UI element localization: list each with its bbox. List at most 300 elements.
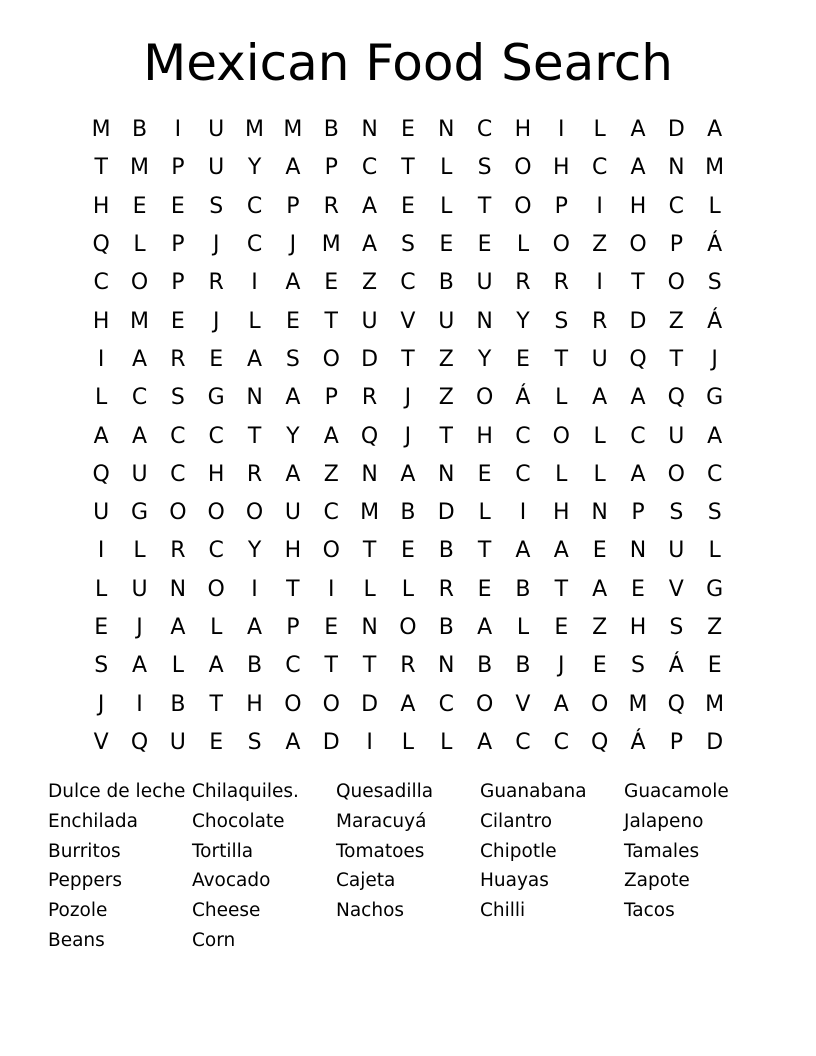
grid-cell[interactable]: A — [592, 385, 608, 411]
grid-cell[interactable]: J — [711, 346, 718, 372]
grid-cell[interactable]: U — [93, 500, 110, 526]
grid-cell[interactable]: P — [171, 155, 185, 181]
grid-cell[interactable]: D — [361, 346, 379, 372]
grid-cell[interactable]: A — [247, 346, 263, 372]
grid-cell[interactable]: S — [209, 193, 224, 219]
grid-cell[interactable]: E — [516, 346, 530, 372]
grid-cell[interactable]: M — [705, 155, 725, 181]
grid-cell[interactable]: H — [629, 615, 647, 640]
grid-cell[interactable]: R — [170, 538, 186, 564]
grid-cell[interactable]: B — [247, 653, 263, 679]
grid-cell[interactable]: L — [555, 385, 568, 411]
grid-cell[interactable]: U — [668, 538, 685, 564]
grid-cell[interactable]: E — [324, 270, 339, 296]
grid-cell[interactable]: I — [251, 270, 258, 296]
grid-cell[interactable]: D — [667, 117, 685, 143]
grid-cell[interactable]: Q — [590, 729, 609, 755]
grid-cell[interactable]: B — [438, 615, 454, 640]
grid-cell[interactable]: U — [476, 270, 493, 296]
grid-cell[interactable]: A — [400, 461, 416, 487]
grid-cell[interactable]: T — [324, 653, 338, 679]
grid-cell[interactable]: O — [552, 423, 570, 449]
grid-cell[interactable]: M — [91, 117, 111, 143]
grid-cell[interactable]: B — [438, 538, 454, 564]
grid-cell[interactable]: L — [593, 117, 606, 143]
grid-cell[interactable]: E — [209, 729, 224, 755]
grid-cell[interactable]: E — [592, 538, 607, 564]
grid-cell[interactable]: H — [246, 691, 263, 717]
grid-cell[interactable]: O — [207, 576, 225, 602]
grid-cell[interactable]: L — [248, 308, 261, 334]
grid-cell[interactable]: G — [130, 500, 149, 526]
grid-cell[interactable]: V — [400, 308, 416, 334]
grid-cell[interactable]: C — [170, 423, 186, 449]
word-list-item: Chipotle — [480, 840, 557, 862]
grid-cell[interactable]: L — [133, 232, 146, 258]
grid-cell[interactable]: Z — [668, 308, 684, 334]
grid-cell[interactable]: Z — [323, 461, 339, 487]
grid-cell[interactable]: C — [553, 729, 569, 755]
grid-cell[interactable]: N — [361, 117, 378, 143]
grid-cell[interactable]: H — [92, 308, 110, 334]
grid-cell[interactable]: O — [552, 232, 570, 258]
grid-cell[interactable]: L — [440, 155, 453, 181]
grid-cell[interactable]: P — [324, 155, 338, 181]
grid-cell[interactable]: Z — [438, 346, 454, 372]
grid-cell[interactable]: P — [669, 232, 683, 258]
grid-cell[interactable]: Y — [516, 308, 530, 334]
grid-cell[interactable]: Q — [360, 423, 379, 449]
grid-cell[interactable]: U — [131, 461, 148, 487]
grid-cell[interactable]: Q — [92, 232, 110, 258]
grid-cell[interactable]: C — [246, 232, 263, 258]
grid-cell[interactable]: Z — [592, 232, 608, 258]
grid-cell[interactable]: J — [558, 653, 565, 679]
grid-cell[interactable]: D — [629, 308, 647, 334]
grid-cell[interactable]: E — [477, 461, 492, 487]
grid-cell[interactable]: J — [136, 615, 143, 640]
grid-cell[interactable]: S — [247, 729, 262, 755]
grid-cell[interactable]: H — [284, 538, 302, 564]
grid-cell[interactable]: A — [592, 576, 608, 602]
grid-cell[interactable]: N — [361, 461, 378, 487]
grid-cell[interactable]: O — [245, 500, 264, 526]
puzzle-title: Mexican Food Search — [143, 34, 673, 92]
grid-cell[interactable]: Z — [438, 385, 454, 411]
grid-cell[interactable]: T — [247, 423, 262, 449]
grid-cell[interactable]: O — [475, 691, 494, 717]
grid-cell[interactable]: A — [285, 270, 301, 296]
grid-cell[interactable]: A — [131, 653, 148, 679]
grid-cell[interactable]: S — [94, 653, 109, 679]
grid-cell[interactable]: V — [93, 729, 109, 755]
grid-cell[interactable]: T — [362, 538, 377, 564]
grid-cell[interactable]: M — [283, 117, 303, 143]
grid-cell[interactable]: A — [285, 155, 301, 181]
grid-cell[interactable]: O — [590, 691, 609, 717]
grid-cell[interactable]: T — [324, 308, 338, 334]
grid-cell[interactable]: C — [361, 155, 378, 181]
grid-cell[interactable]: E — [439, 232, 454, 258]
grid-cell[interactable]: N — [361, 615, 378, 640]
grid-cell[interactable]: J — [212, 232, 220, 258]
grid-cell[interactable]: S — [400, 232, 415, 258]
grid-cell[interactable]: A — [323, 423, 339, 449]
grid-cell[interactable]: Q — [130, 729, 149, 755]
grid-cell[interactable]: C — [323, 500, 339, 526]
grid-cell[interactable]: T — [554, 576, 569, 602]
grid-cell[interactable]: O — [667, 270, 685, 296]
grid-cell[interactable]: R — [208, 270, 224, 296]
grid-cell[interactable]: L — [401, 576, 415, 602]
grid-cell[interactable]: P — [171, 232, 185, 258]
grid-cell[interactable]: A — [707, 117, 723, 143]
grid-cell[interactable]: E — [707, 653, 722, 679]
word-list — [48, 777, 768, 956]
grid-cell[interactable]: E — [400, 538, 415, 564]
grid-cell[interactable]: O — [284, 691, 302, 717]
grid-cell[interactable]: U — [208, 155, 225, 181]
grid-cell[interactable]: A — [285, 729, 301, 755]
grid-cell[interactable]: C — [400, 270, 416, 296]
grid-cell[interactable]: S — [477, 155, 492, 181]
grid-cell[interactable]: I — [174, 117, 182, 143]
grid-cell[interactable]: T — [554, 346, 569, 372]
grid-cell[interactable]: V — [515, 691, 531, 717]
grid-cell[interactable]: M — [705, 691, 725, 717]
grid-cell[interactable]: S — [707, 500, 722, 526]
grid-cell[interactable]: T — [401, 346, 415, 372]
grid-cell[interactable]: H — [629, 193, 647, 219]
grid-cell[interactable]: E — [477, 576, 492, 602]
grid-cell[interactable]: J — [212, 308, 220, 334]
grid-cell[interactable]: L — [708, 193, 721, 219]
grid-cell[interactable]: P — [631, 500, 645, 526]
grid-cell[interactable]: A — [477, 729, 493, 755]
grid-cell[interactable]: O — [514, 155, 532, 181]
grid-cell[interactable]: Z — [707, 615, 723, 640]
grid-cell[interactable]: C — [170, 461, 186, 487]
grid-cell[interactable]: E — [170, 193, 185, 219]
grid-cell[interactable]: N — [591, 500, 608, 526]
grid-cell[interactable]: L — [708, 538, 721, 564]
grid-cell[interactable]: P — [554, 193, 568, 219]
grid-cell[interactable]: O — [629, 232, 647, 258]
grid-cell[interactable]: T — [631, 270, 645, 296]
grid-cell[interactable]: U — [591, 346, 608, 372]
grid-cell[interactable]: O — [667, 461, 685, 487]
word-list-item: Enchilada — [48, 810, 139, 832]
grid-cell[interactable]: R — [515, 270, 531, 296]
grid-cell[interactable]: C — [285, 653, 301, 679]
grid-cell[interactable]: E — [400, 117, 415, 143]
grid-cell[interactable]: B — [477, 653, 493, 679]
grid-cell[interactable]: S — [669, 615, 684, 640]
grid-cell[interactable]: T — [669, 346, 684, 372]
grid-cell[interactable]: E — [400, 193, 415, 219]
grid-cell[interactable]: O — [130, 270, 149, 296]
grid-cell[interactable]: O — [514, 193, 532, 219]
grid-cell[interactable]: A — [285, 385, 301, 411]
grid-cell[interactable]: Á — [707, 232, 723, 258]
grid-cell[interactable]: A — [630, 155, 646, 181]
grid-cell[interactable]: Q — [629, 346, 647, 372]
grid-cell[interactable]: I — [251, 576, 258, 602]
grid-cell[interactable]: C — [93, 270, 109, 296]
word-list-item: Tacos — [624, 900, 675, 922]
grid-cell[interactable]: C — [208, 423, 224, 449]
grid-cell[interactable]: T — [209, 691, 223, 717]
grid-cell[interactable]: N — [438, 117, 455, 143]
grid-cell[interactable]: E — [324, 615, 339, 640]
grid-cell[interactable]: N — [668, 155, 685, 181]
grid-cell[interactable]: B — [438, 270, 454, 296]
grid-cell[interactable]: A — [362, 232, 378, 258]
grid-cell[interactable]: I — [97, 346, 105, 372]
grid-cell[interactable]: C — [706, 461, 723, 487]
grid-cell[interactable]: A — [630, 117, 646, 143]
grid-cell[interactable]: N — [438, 653, 455, 679]
grid-cell[interactable]: L — [593, 423, 606, 449]
grid-cell[interactable]: D — [322, 729, 340, 755]
grid-cell[interactable]: P — [286, 193, 300, 219]
grid-cell[interactable]: B — [400, 500, 416, 526]
grid-cell[interactable]: S — [285, 346, 300, 372]
grid-cell[interactable]: A — [400, 691, 416, 717]
grid-cell[interactable]: L — [95, 385, 108, 411]
grid-cell[interactable]: T — [286, 576, 300, 602]
grid-cell[interactable]: Q — [92, 461, 110, 487]
grid-cell[interactable]: U — [208, 117, 225, 143]
grid-cell[interactable]: U — [668, 423, 685, 449]
grid-cell[interactable]: A — [707, 423, 723, 449]
grid-cell[interactable]: Q — [667, 691, 685, 717]
grid-cell[interactable]: A — [131, 346, 148, 372]
grid-cell[interactable]: H — [207, 461, 225, 487]
grid-cell[interactable]: R — [438, 576, 454, 602]
grid-cell[interactable]: C — [630, 423, 646, 449]
grid-cell[interactable]: C — [438, 691, 454, 717]
grid-cell[interactable]: G — [706, 576, 724, 602]
grid-cell[interactable]: O — [322, 691, 340, 717]
grid-cell[interactable]: R — [361, 385, 378, 411]
grid-cell[interactable]: L — [171, 653, 184, 679]
grid-cell[interactable]: A — [515, 538, 531, 564]
grid-cell[interactable]: U — [284, 500, 301, 526]
grid-cell[interactable]: C — [208, 538, 224, 564]
grid-cell[interactable]: T — [362, 653, 377, 679]
grid-cell[interactable]: C — [476, 117, 493, 143]
grid-cell[interactable]: I — [136, 691, 143, 717]
word-list-item: Avocado — [192, 870, 271, 892]
grid-cell[interactable]: A — [247, 615, 263, 640]
grid-cell[interactable]: P — [171, 270, 185, 296]
grid-cell[interactable]: I — [327, 576, 335, 602]
grid-cell[interactable]: N — [438, 461, 455, 487]
grid-cell[interactable]: A — [553, 691, 569, 717]
grid-cell[interactable]: P — [286, 615, 300, 640]
grid-cell[interactable]: H — [92, 193, 110, 219]
grid-cell[interactable]: J — [404, 423, 412, 449]
grid-cell[interactable]: L — [555, 461, 568, 487]
grid-cell[interactable]: L — [478, 500, 491, 526]
grid-cell[interactable]: E — [132, 193, 147, 219]
grid-cell[interactable]: D — [361, 691, 379, 717]
grid-cell[interactable]: T — [477, 538, 492, 564]
grid-cell[interactable]: L — [401, 729, 415, 755]
grid-cell[interactable]: J — [289, 232, 297, 258]
grid-cell[interactable]: H — [553, 155, 570, 181]
grid-cell[interactable]: P — [324, 385, 338, 411]
grid-cell[interactable]: C — [515, 461, 531, 487]
grid-cell[interactable]: O — [207, 500, 225, 526]
word-list-item: Guanabana — [480, 781, 587, 802]
grid-cell[interactable]: U — [131, 576, 148, 602]
grid-cell[interactable]: I — [366, 729, 373, 755]
grid-cell[interactable]: Y — [477, 346, 492, 372]
grid-cell[interactable]: A — [553, 538, 569, 564]
grid-cell[interactable]: Á — [630, 729, 646, 755]
grid-cell[interactable]: J — [404, 385, 412, 411]
grid-cell[interactable]: B — [323, 117, 339, 143]
grid-cell[interactable]: I — [558, 117, 565, 143]
grid-cell[interactable]: M — [360, 500, 380, 526]
grid-cell[interactable]: R — [170, 346, 186, 372]
grid-cell[interactable]: Á — [668, 653, 684, 679]
grid-cell[interactable]: C — [131, 385, 148, 411]
grid-cell[interactable]: Z — [362, 270, 378, 296]
grid-cell[interactable]: B — [131, 117, 148, 143]
grid-cell[interactable]: G — [207, 385, 225, 411]
grid-cell[interactable]: O — [322, 538, 340, 564]
grid-cell[interactable]: S — [170, 385, 185, 411]
grid-cell[interactable]: E — [631, 576, 645, 602]
grid-cell[interactable]: R — [246, 461, 263, 487]
grid-cell[interactable]: R — [400, 653, 416, 679]
grid-cell[interactable]: B — [170, 691, 186, 717]
grid-cell[interactable]: T — [477, 193, 492, 219]
grid-cell[interactable]: A — [630, 461, 646, 487]
grid-cell[interactable]: Á — [515, 385, 531, 411]
grid-cell[interactable]: C — [246, 193, 263, 219]
grid-cell[interactable]: U — [169, 729, 186, 755]
grid-cell[interactable]: I — [97, 538, 105, 564]
grid-cell[interactable]: O — [322, 346, 340, 372]
grid-cell[interactable]: M — [130, 308, 149, 334]
grid-cell[interactable]: E — [554, 615, 569, 640]
grid-cell[interactable]: U — [438, 308, 455, 334]
grid-cell[interactable]: S — [554, 308, 569, 334]
grid-cell[interactable]: O — [475, 385, 494, 411]
grid-cell[interactable]: E — [209, 346, 224, 372]
grid-cell[interactable]: R — [591, 308, 608, 334]
grid-cell[interactable]: L — [516, 615, 530, 640]
word-list-item: Chilaquiles. — [192, 781, 299, 802]
grid-cell[interactable]: L — [440, 729, 453, 755]
grid-cell[interactable]: R — [323, 193, 339, 219]
grid-cell[interactable]: H — [476, 423, 493, 449]
grid-cell[interactable]: T — [439, 423, 453, 449]
grid-cell[interactable]: E — [592, 653, 607, 679]
grid-cell[interactable]: S — [707, 270, 722, 296]
grid-cell[interactable]: T — [401, 155, 415, 181]
grid-cell[interactable]: D — [437, 500, 455, 526]
grid-cell[interactable]: C — [515, 423, 531, 449]
grid-cell[interactable]: M — [130, 155, 149, 181]
grid-cell[interactable]: L — [440, 193, 453, 219]
grid-cell[interactable]: B — [515, 576, 531, 602]
grid-cell[interactable]: H — [553, 500, 570, 526]
grid-cell[interactable]: I — [596, 193, 603, 219]
grid-cell[interactable]: G — [706, 385, 724, 411]
grid-cell[interactable]: N — [246, 385, 263, 411]
grid-cell[interactable]: S — [631, 653, 645, 679]
word-list-item: Jalapeno — [624, 810, 704, 832]
grid-cell[interactable]: A — [285, 461, 301, 487]
grid-cell[interactable]: R — [553, 270, 569, 296]
grid-cell[interactable]: C — [515, 729, 531, 755]
grid-cell[interactable]: U — [361, 308, 378, 334]
grid-cell[interactable]: O — [169, 500, 187, 526]
grid-cell[interactable]: A — [630, 385, 646, 411]
grid-cell[interactable]: I — [519, 500, 527, 526]
grid-cell[interactable]: L — [95, 576, 108, 602]
grid-cell[interactable]: A — [477, 615, 493, 640]
grid-cell[interactable]: J — [97, 691, 105, 717]
grid-cell[interactable]: L — [593, 461, 606, 487]
grid-cell[interactable]: C — [591, 155, 608, 181]
grid-cell[interactable]: N — [169, 576, 187, 602]
grid-cell[interactable]: H — [514, 117, 532, 143]
grid-cell[interactable]: Y — [247, 155, 262, 181]
grid-cell[interactable]: E — [170, 308, 185, 334]
grid-cell[interactable]: N — [629, 538, 647, 564]
word-list-item: Zapote — [624, 870, 690, 892]
grid-cell[interactable]: L — [210, 615, 223, 640]
grid-cell[interactable]: O — [399, 615, 417, 640]
grid-cell[interactable]: L — [133, 538, 146, 564]
grid-cell[interactable]: B — [515, 653, 531, 679]
word-list-item: Chilli — [480, 900, 526, 922]
grid-cell[interactable]: P — [669, 729, 683, 755]
grid-cell[interactable]: A — [362, 193, 378, 219]
grid-cell[interactable]: A — [131, 423, 148, 449]
grid-cell[interactable]: M — [321, 232, 341, 258]
grid-cell[interactable]: E — [477, 232, 492, 258]
grid-cell[interactable]: S — [669, 500, 684, 526]
grid-cell[interactable]: M — [628, 691, 648, 717]
grid-cell[interactable]: Y — [247, 538, 262, 564]
grid-cell[interactable]: A — [93, 423, 109, 449]
grid-cell[interactable]: Z — [592, 615, 608, 640]
grid-cell[interactable]: Á — [707, 308, 723, 334]
grid-cell[interactable]: T — [94, 155, 108, 181]
grid-cell[interactable]: A — [208, 653, 224, 679]
grid-cell[interactable]: I — [596, 270, 603, 296]
grid-cell[interactable]: E — [94, 615, 109, 640]
grid-cell[interactable]: C — [668, 193, 685, 219]
grid-cell[interactable]: Y — [286, 423, 300, 449]
grid-cell[interactable]: A — [170, 615, 186, 640]
grid-cell[interactable]: E — [285, 308, 300, 334]
grid-cell[interactable]: D — [706, 729, 724, 755]
grid-cell[interactable]: N — [476, 308, 493, 334]
grid-cell[interactable]: M — [245, 117, 265, 143]
grid-cell[interactable]: L — [363, 576, 376, 602]
grid-cell[interactable]: V — [668, 576, 684, 602]
grid-cell[interactable]: Q — [667, 385, 685, 411]
grid-cell[interactable]: L — [516, 232, 530, 258]
